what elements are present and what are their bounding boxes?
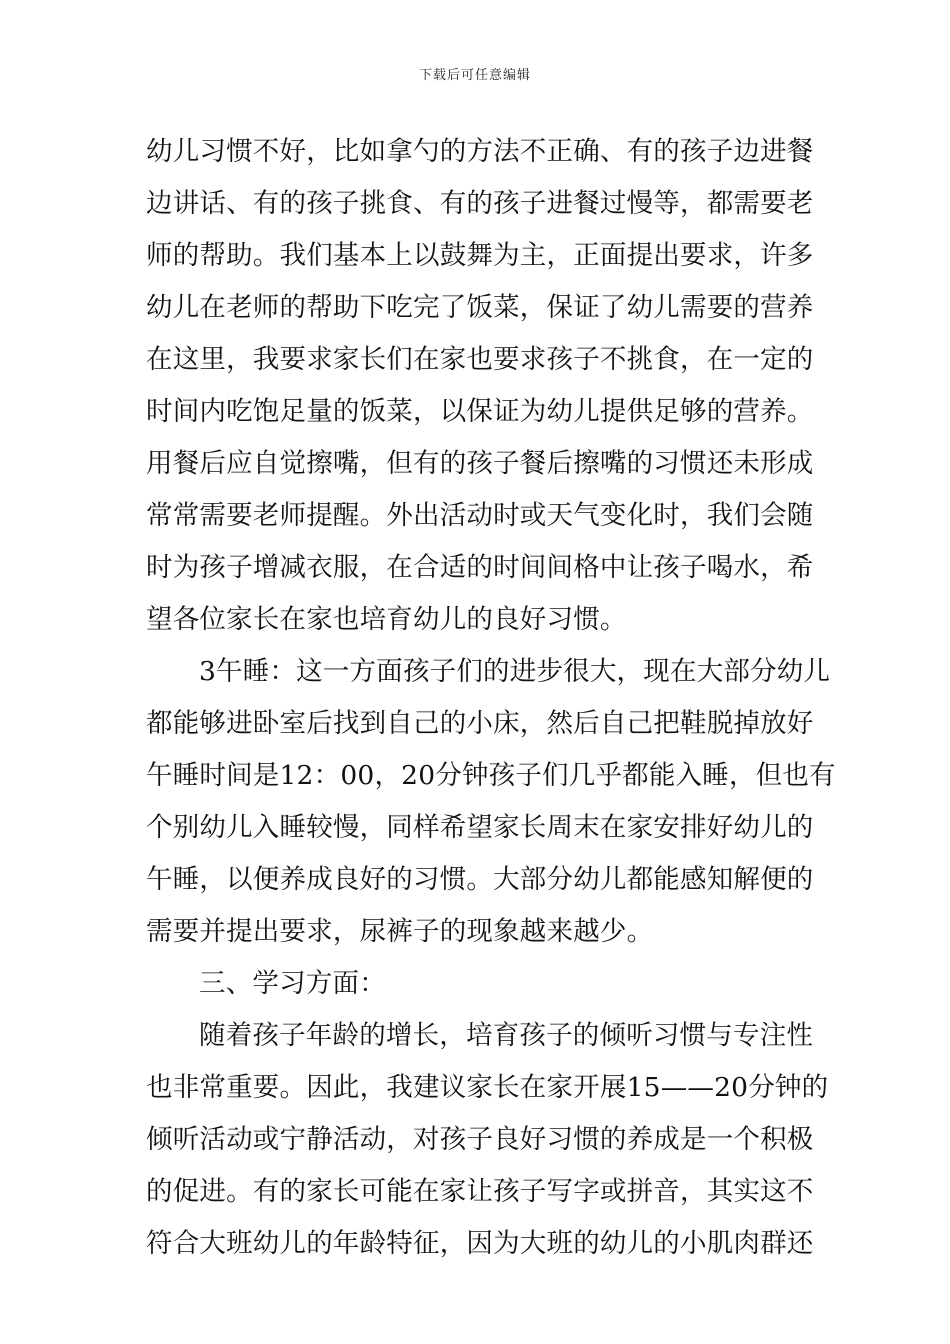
text-line-6: 时间内吃饱足量的饭菜，以保证为幼儿提供足够的营养。	[146, 396, 814, 427]
text-line-20: 倾听活动或宁静活动，对孩子良好习惯的养成是一个积极	[146, 1124, 814, 1155]
text-line-10: 望各位家长在家也培育幼儿的良好习惯。	[146, 604, 627, 635]
text-line-22: 符合大班幼儿的年龄特征，因为大班的幼儿的小肌肉群还	[146, 1228, 814, 1259]
text-line-2: 边讲话、有的孩子挑食、有的孩子进餐过慢等，都需要老	[146, 188, 814, 219]
text-line-12: 都能够进卧室后找到自己的小床，然后自己把鞋脱掉放好	[146, 708, 814, 739]
page-header: 下载后可任意编辑	[418, 68, 531, 83]
text-line-21: 的促进。有的家长可能在家让孩子写字或拼音，其实这不	[146, 1176, 814, 1207]
text-line-14: 个别幼儿入睡较慢，同样希望家长周末在家安排好幼儿的	[146, 812, 814, 843]
section-heading-study: 三、学习方面：	[199, 968, 386, 999]
text-line-16: 需要并提出要求，尿裤子的现象越来越少。	[146, 916, 654, 947]
document-body	[146, 130, 836, 1274]
text-line-8: 常常需要老师提醒。外出活动时或天气变化时，我们会随	[146, 500, 814, 531]
text-line-19: 也非常重要。因此，我建议家长在家开展15——20分钟的	[146, 1072, 829, 1103]
text-line-7: 用餐后应自觉擦嘴，但有的孩子餐后擦嘴的习惯还未形成	[146, 448, 814, 479]
text-line-15: 午睡，以便养成良好的习惯。大部分幼儿都能感知解便的	[146, 864, 814, 895]
text-line-4: 幼儿在老师的帮助下吃完了饭菜，保证了幼儿需要的营养	[146, 292, 814, 323]
text-line-11: 3午睡：这一方面孩子们的进步很大，现在大部分幼儿	[199, 656, 831, 687]
text-line-5: 在这里，我要求家长们在家也要求孩子不挑食，在一定的	[146, 344, 814, 375]
text-line-13: 午睡时间是12：00，20分钟孩子们几乎都能入睡，但也有	[146, 760, 836, 791]
text-line-3: 师的帮助。我们基本上以鼓舞为主，正面提出要求，许多	[146, 240, 814, 271]
text-line-1: 幼儿习惯不好，比如拿勺的方法不正确、有的孩子边进餐	[146, 136, 814, 167]
text-line-9: 时为孩子增减衣服，在合适的时间间格中让孩子喝水，希	[146, 552, 814, 583]
text-line-18: 随着孩子年龄的增长，培育孩子的倾听习惯与专注性	[199, 1020, 814, 1051]
